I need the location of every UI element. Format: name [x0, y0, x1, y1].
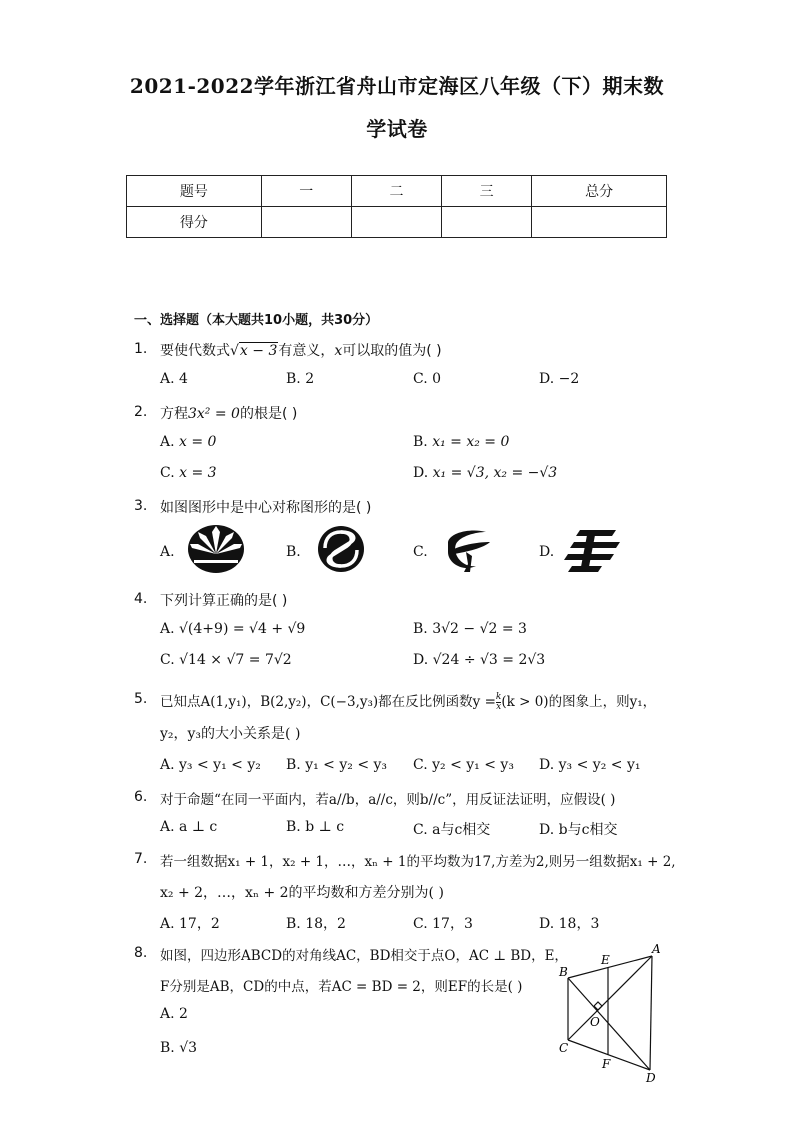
section-heading: 一、选择题（本大题共10小题，共30分） [134, 313, 379, 328]
question-text-line2: y₂，y₃的大小关系是( ) [160, 726, 301, 742]
segment-ad [650, 956, 652, 1070]
option-b: B. 3√2 − √2 = 3 [413, 621, 527, 637]
label-o: O [590, 1015, 600, 1029]
table-header-cell: 题号 [127, 176, 262, 207]
table-header-cell: 二 [351, 176, 441, 207]
option-a: A. x = 0 [160, 434, 217, 450]
option-d: D. 18，3 [539, 916, 600, 932]
page-title-line2: 学试卷 [366, 117, 428, 141]
table-row [127, 207, 667, 238]
table-header-cell: 一 [261, 176, 351, 207]
question-text: 若一组数据x₁ + 1，x₂ + 1，…，xₙ + 1的平均数为17,方差为2,则另一组数据x₁ + 2, [160, 854, 676, 870]
question-number: 1. [134, 341, 148, 357]
question-number: 2. [134, 404, 148, 420]
option-c: C. 17，3 [413, 916, 473, 932]
diagonal-ac [568, 956, 652, 1040]
segment-ba [568, 956, 652, 978]
question-number: 5. [134, 691, 148, 707]
question-text: 方程3x² = 0的根是( ) [160, 406, 298, 422]
table-row [127, 176, 667, 207]
option-a: A. a ⊥ c [160, 819, 218, 835]
question-text-line2: x₂ + 2，…，xₙ + 2的平均数和方差分别为( ) [160, 885, 444, 901]
question-text: 下列计算正确的是( ) [160, 593, 288, 609]
page-title-line1: 2021-2022学年浙江省舟山市定海区八年级（下）期末数 [129, 74, 665, 98]
option-d: D. x₁ = √3, x₂ = −√3 [413, 465, 558, 481]
option-c: C. x = 3 [160, 465, 217, 481]
option-b: B. √3 [160, 1040, 198, 1056]
score-cell [351, 207, 441, 238]
option-d: D. √24 ÷ √3 = 2√3 [413, 652, 546, 668]
question-text: 要使代数式√x − 3有意义，x可以取的值为( ) [160, 343, 442, 359]
question-number: 8. [134, 945, 148, 961]
option-b-label: B. [286, 544, 301, 560]
table-header-cell: 三 [442, 176, 532, 207]
label-b: B [559, 965, 568, 979]
label-a: A [652, 942, 661, 956]
label-c: C [559, 1041, 569, 1055]
option-a: A. 17，2 [160, 916, 220, 932]
china-mobile-logo-icon [311, 524, 371, 574]
question-text: 对于命题“在同一平面内，若a//b，a//c，则b//c”，用反证法证明，应假设( ) [160, 792, 616, 808]
option-d: D. b与c相交 [539, 822, 618, 838]
option-c-label: C. [413, 544, 428, 560]
label-d: D [646, 1071, 656, 1085]
option-d-label: D. [539, 544, 555, 560]
option-c: C. √14 × √7 = 7√2 [160, 652, 292, 668]
question-text: 如图图形中是中心对称图形的是( ) [160, 500, 372, 516]
question-text: 如图，四边形ABCD的对角线AC，BD相交于点O，AC ⊥ BD，E， [160, 948, 568, 964]
option-a-label: A. [160, 544, 175, 560]
table-row-label: 得分 [127, 207, 262, 238]
question-text-line2: F分别是AB，CD的中点，若AC = BD = 2，则EF的长是( ) [160, 979, 523, 995]
option-a: A. √(4+9) = √4 + √9 [160, 621, 306, 637]
petrochina-logo-icon [186, 524, 246, 574]
option-d: D. y₃ < y₂ < y₁ [539, 757, 641, 773]
option-b: B. x₁ = x₂ = 0 [413, 434, 510, 450]
table-header-cell: 总分 [532, 176, 667, 207]
china-telecom-logo-icon [436, 524, 496, 574]
option-b: B. 18，2 [286, 916, 346, 932]
quadrilateral-figure [550, 940, 670, 1085]
option-b: B. y₁ < y₂ < y₃ [286, 757, 388, 773]
option-a: A. 2 [160, 1006, 188, 1022]
china-post-logo-icon [562, 526, 622, 576]
question-number: 7. [134, 851, 148, 867]
label-e: E [601, 953, 610, 967]
option-d: D. −2 [539, 371, 580, 387]
question-number: 3. [134, 498, 148, 514]
score-table [126, 175, 667, 238]
question-number: 4. [134, 591, 148, 607]
option-c: C. a与c相交 [413, 822, 491, 838]
option-c: C. y₂ < y₁ < y₃ [413, 757, 514, 773]
option-b: B. 2 [286, 371, 315, 387]
option-b: B. b ⊥ c [286, 819, 345, 835]
option-c: C. 0 [413, 371, 442, 387]
label-f: F [602, 1057, 611, 1071]
score-cell [532, 207, 667, 238]
question-number: 6. [134, 789, 148, 805]
score-cell [442, 207, 532, 238]
option-a: A. y₃ < y₁ < y₂ [160, 757, 261, 773]
option-a: A. 4 [160, 371, 188, 387]
score-cell [261, 207, 351, 238]
question-text: 已知点A(1,y₁)，B(2,y₂)，C(−3,y₃)都在反比例函数y = $\frac{k}{x}$ (k > 0)的图象上，则y₁， [160, 692, 657, 712]
